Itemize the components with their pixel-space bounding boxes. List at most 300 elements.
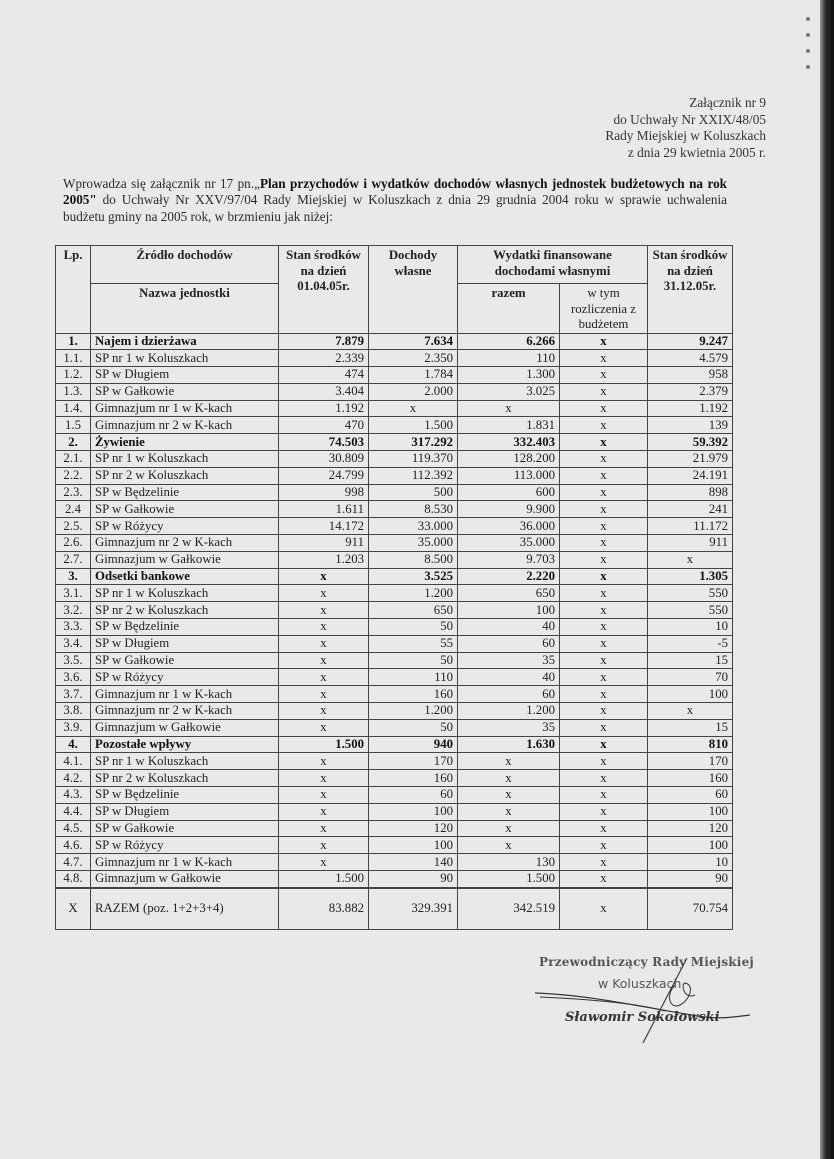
row-budget-settlement: x bbox=[560, 383, 648, 400]
row-expenses: x bbox=[458, 820, 560, 837]
row-unit-name: SP nr 1 w Koluszkach bbox=[91, 451, 279, 468]
row-budget-settlement: x bbox=[560, 434, 648, 451]
row-expenses: 110 bbox=[458, 350, 560, 367]
row-unit-name: SP w Gałkowie bbox=[91, 652, 279, 669]
row-lp: 1.3. bbox=[56, 383, 91, 400]
table-group-row bbox=[56, 568, 733, 585]
table-row bbox=[56, 501, 733, 518]
table-row bbox=[56, 585, 733, 602]
row-budget-settlement: x bbox=[560, 501, 648, 518]
row-end-balance: 70 bbox=[648, 669, 733, 686]
row-own-income: 500 bbox=[369, 484, 458, 501]
row-unit-name: SP nr 1 w Koluszkach bbox=[91, 753, 279, 770]
row-lp: 4.4. bbox=[56, 803, 91, 820]
row-own-income: 1.200 bbox=[369, 585, 458, 602]
signature-title: Przewodniczący Rady Miejskiej bbox=[539, 955, 754, 969]
row-unit-name: SP w Gałkowie bbox=[91, 501, 279, 518]
row-own-income: 3.525 bbox=[369, 568, 458, 585]
header-expenses-group: Wydatki finansowane dochodami własnymi bbox=[458, 246, 648, 284]
row-expenses: 2.220 bbox=[458, 568, 560, 585]
row-lp: 3.7. bbox=[56, 686, 91, 703]
table-row bbox=[56, 518, 733, 535]
row-end-balance: x bbox=[648, 551, 733, 568]
header-start-balance: Stan środków na dzień 01.04.05r. bbox=[279, 246, 369, 334]
handwritten-signature-icon bbox=[535, 955, 765, 1045]
row-expenses: 100 bbox=[458, 602, 560, 619]
row-end-balance: 10 bbox=[648, 619, 733, 636]
row-unit-name: Gimnazjum nr 2 w K-kach bbox=[91, 417, 279, 434]
intro-paragraph bbox=[63, 176, 727, 225]
header-own-income: Dochody własne bbox=[369, 246, 458, 334]
row-end-balance: 550 bbox=[648, 602, 733, 619]
row-expenses: 1.200 bbox=[458, 703, 560, 720]
row-expenses: 113.000 bbox=[458, 467, 560, 484]
row-own-income: 120 bbox=[369, 820, 458, 837]
row-end-balance: 15 bbox=[648, 719, 733, 736]
row-expenses: 650 bbox=[458, 585, 560, 602]
row-unit-name: SP w Różycy bbox=[91, 837, 279, 854]
row-end-balance: 10 bbox=[648, 854, 733, 871]
row-start-balance: 2.339 bbox=[279, 350, 369, 367]
row-own-income: 940 bbox=[369, 736, 458, 753]
row-lp: 3.3. bbox=[56, 619, 91, 636]
row-start-balance: 3.404 bbox=[279, 383, 369, 400]
attachment-header bbox=[506, 95, 766, 161]
row-end-balance: 100 bbox=[648, 837, 733, 854]
row-unit-name: SP nr 1 w Koluszkach bbox=[91, 585, 279, 602]
table-row bbox=[56, 753, 733, 770]
row-unit-name: SP w Będzelinie bbox=[91, 484, 279, 501]
table-row bbox=[56, 602, 733, 619]
row-own-income: 1.784 bbox=[369, 367, 458, 384]
row-start-balance: 474 bbox=[279, 367, 369, 384]
row-unit-name: SP nr 2 w Koluszkach bbox=[91, 770, 279, 787]
row-budget-settlement: x bbox=[560, 451, 648, 468]
council-name: Rady Miejskiej w Koluszkach bbox=[605, 128, 766, 143]
row-unit-name: Gimnazjum w Gałkowie bbox=[91, 551, 279, 568]
punch-hole-mark bbox=[806, 49, 810, 53]
row-own-income: 317.292 bbox=[369, 434, 458, 451]
row-lp: 3.5. bbox=[56, 652, 91, 669]
row-budget-settlement: x bbox=[560, 803, 648, 820]
row-budget-settlement: x bbox=[560, 417, 648, 434]
row-unit-name: Gimnazjum nr 1 w K-kach bbox=[91, 854, 279, 871]
total-end-balance: 70.754 bbox=[648, 888, 733, 930]
row-budget-settlement: x bbox=[560, 652, 648, 669]
row-own-income: 35.000 bbox=[369, 535, 458, 552]
row-end-balance: 911 bbox=[648, 535, 733, 552]
row-unit-name: Gimnazjum nr 1 w K-kach bbox=[91, 686, 279, 703]
row-lp: 2.5. bbox=[56, 518, 91, 535]
row-lp: 1.1. bbox=[56, 350, 91, 367]
table-row bbox=[56, 400, 733, 417]
row-unit-name: SP nr 1 w Koluszkach bbox=[91, 350, 279, 367]
row-start-balance: 24.799 bbox=[279, 467, 369, 484]
row-end-balance: 120 bbox=[648, 820, 733, 837]
total-budget-settlement: x bbox=[560, 888, 648, 930]
row-own-income: 100 bbox=[369, 837, 458, 854]
row-end-balance: 15 bbox=[648, 652, 733, 669]
row-budget-settlement: x bbox=[560, 400, 648, 417]
row-lp: 2.7. bbox=[56, 551, 91, 568]
row-lp: 3.6. bbox=[56, 669, 91, 686]
row-expenses: 6.266 bbox=[458, 333, 560, 350]
table-row bbox=[56, 417, 733, 434]
row-own-income: 50 bbox=[369, 652, 458, 669]
row-start-balance: x bbox=[279, 753, 369, 770]
table-row bbox=[56, 837, 733, 854]
row-budget-settlement: x bbox=[560, 787, 648, 804]
row-expenses: 60 bbox=[458, 635, 560, 652]
row-start-balance: 30.809 bbox=[279, 451, 369, 468]
row-expenses: x bbox=[458, 753, 560, 770]
intro-title-a: Plan przychodów i wydatków dochodów własnych jednostek budżetowych na bbox=[259, 176, 703, 191]
punch-hole-mark bbox=[806, 33, 810, 37]
row-lp: 3.8. bbox=[56, 703, 91, 720]
row-budget-settlement: x bbox=[560, 820, 648, 837]
row-unit-name: SP nr 2 w Koluszkach bbox=[91, 602, 279, 619]
signature-place: w Koluszkach bbox=[598, 976, 682, 991]
resolution-number: do Uchwały Nr XXIX/48/05 bbox=[613, 111, 766, 127]
row-start-balance: x bbox=[279, 787, 369, 804]
row-budget-settlement: x bbox=[560, 551, 648, 568]
row-expenses: 3.025 bbox=[458, 383, 560, 400]
row-end-balance: 1.305 bbox=[648, 568, 733, 585]
punch-hole-mark bbox=[806, 17, 810, 21]
scan-edge bbox=[820, 0, 834, 1159]
row-unit-name: SP w Będzelinie bbox=[91, 619, 279, 636]
header-expenses-total: razem bbox=[458, 284, 560, 334]
row-expenses: x bbox=[458, 837, 560, 854]
row-lp: 4.6. bbox=[56, 837, 91, 854]
row-lp: 1.4. bbox=[56, 400, 91, 417]
punch-hole-mark bbox=[806, 65, 810, 69]
row-lp: 4.8. bbox=[56, 871, 91, 888]
row-own-income: 140 bbox=[369, 854, 458, 871]
row-own-income: x bbox=[369, 400, 458, 417]
row-unit-name: SP w Gałkowie bbox=[91, 820, 279, 837]
row-own-income: 170 bbox=[369, 753, 458, 770]
row-unit-name: Gimnazjum nr 2 w K-kach bbox=[91, 535, 279, 552]
row-lp: 2.4 bbox=[56, 501, 91, 518]
table-row bbox=[56, 703, 733, 720]
intro-title-b: rok 2005" bbox=[63, 176, 728, 208]
total-lp: X bbox=[56, 888, 91, 930]
row-unit-name: SP w Gałkowie bbox=[91, 383, 279, 400]
row-expenses: 128.200 bbox=[458, 451, 560, 468]
row-expenses: x bbox=[458, 803, 560, 820]
row-own-income: 55 bbox=[369, 635, 458, 652]
table-row bbox=[56, 787, 733, 804]
row-budget-settlement: x bbox=[560, 333, 648, 350]
row-budget-settlement: x bbox=[560, 467, 648, 484]
row-end-balance: 24.191 bbox=[648, 467, 733, 484]
row-start-balance: 470 bbox=[279, 417, 369, 434]
table-row bbox=[56, 652, 733, 669]
header-expenses-budget: w tym rozliczenia z budżetem bbox=[560, 284, 648, 334]
row-end-balance: 160 bbox=[648, 770, 733, 787]
row-lp: 2.1. bbox=[56, 451, 91, 468]
row-unit-name: Żywienie bbox=[91, 434, 279, 451]
row-start-balance: x bbox=[279, 602, 369, 619]
row-own-income: 119.370 bbox=[369, 451, 458, 468]
row-end-balance: 59.392 bbox=[648, 434, 733, 451]
row-start-balance: x bbox=[279, 568, 369, 585]
row-budget-settlement: x bbox=[560, 837, 648, 854]
row-start-balance: 1.192 bbox=[279, 400, 369, 417]
row-expenses: 1.630 bbox=[458, 736, 560, 753]
table-row bbox=[56, 367, 733, 384]
row-budget-settlement: x bbox=[560, 535, 648, 552]
row-end-balance: -5 bbox=[648, 635, 733, 652]
row-start-balance: 14.172 bbox=[279, 518, 369, 535]
row-expenses: 35.000 bbox=[458, 535, 560, 552]
row-end-balance: 170 bbox=[648, 753, 733, 770]
attachment-number: Załącznik nr 9 bbox=[689, 95, 766, 110]
table-group-row bbox=[56, 434, 733, 451]
table-row bbox=[56, 451, 733, 468]
row-unit-name: Gimnazjum nr 1 w K-kach bbox=[91, 400, 279, 417]
row-lp: 4.1. bbox=[56, 753, 91, 770]
table-row bbox=[56, 871, 733, 888]
row-unit-name: Najem i dzierżawa bbox=[91, 333, 279, 350]
row-own-income: 650 bbox=[369, 602, 458, 619]
row-lp: 2.2. bbox=[56, 467, 91, 484]
row-own-income: 50 bbox=[369, 719, 458, 736]
total-row bbox=[56, 888, 733, 930]
row-own-income: 2.350 bbox=[369, 350, 458, 367]
row-lp: 3.4. bbox=[56, 635, 91, 652]
table-row bbox=[56, 635, 733, 652]
row-start-balance: 1.500 bbox=[279, 736, 369, 753]
signature-name: Sławomir Sokołowski bbox=[565, 1010, 720, 1025]
row-end-balance: 60 bbox=[648, 787, 733, 804]
row-expenses: 130 bbox=[458, 854, 560, 871]
row-start-balance: x bbox=[279, 770, 369, 787]
table-row bbox=[56, 770, 733, 787]
row-unit-name: Odsetki bankowe bbox=[91, 568, 279, 585]
row-end-balance: 21.979 bbox=[648, 451, 733, 468]
row-start-balance: 911 bbox=[279, 535, 369, 552]
row-own-income: 1.200 bbox=[369, 703, 458, 720]
row-expenses: 40 bbox=[458, 669, 560, 686]
row-budget-settlement: x bbox=[560, 568, 648, 585]
intro-prefix: Wprowadza się załącznik nr 17 pn.„ bbox=[63, 176, 260, 191]
row-unit-name: SP w Różycy bbox=[91, 669, 279, 686]
row-start-balance: x bbox=[279, 619, 369, 636]
row-lp: 3.9. bbox=[56, 719, 91, 736]
row-end-balance: 958 bbox=[648, 367, 733, 384]
row-expenses: 600 bbox=[458, 484, 560, 501]
table-body bbox=[56, 333, 733, 888]
row-expenses: x bbox=[458, 400, 560, 417]
header-lp: Lp. bbox=[56, 246, 91, 334]
table-row bbox=[56, 350, 733, 367]
row-own-income: 160 bbox=[369, 686, 458, 703]
row-lp: 2.6. bbox=[56, 535, 91, 552]
row-budget-settlement: x bbox=[560, 753, 648, 770]
row-start-balance: x bbox=[279, 652, 369, 669]
header-source: Źródło dochodów bbox=[91, 246, 279, 284]
row-budget-settlement: x bbox=[560, 367, 648, 384]
row-own-income: 2.000 bbox=[369, 383, 458, 400]
row-budget-settlement: x bbox=[560, 484, 648, 501]
row-start-balance: 998 bbox=[279, 484, 369, 501]
row-start-balance: x bbox=[279, 820, 369, 837]
row-start-balance: x bbox=[279, 854, 369, 871]
table-row bbox=[56, 854, 733, 871]
row-unit-name: SP w Długiem bbox=[91, 367, 279, 384]
row-start-balance: x bbox=[279, 686, 369, 703]
row-expenses: 332.403 bbox=[458, 434, 560, 451]
table-row bbox=[56, 719, 733, 736]
row-expenses: 60 bbox=[458, 686, 560, 703]
row-own-income: 50 bbox=[369, 619, 458, 636]
row-own-income: 8.530 bbox=[369, 501, 458, 518]
table-group-row bbox=[56, 736, 733, 753]
row-expenses: 35 bbox=[458, 719, 560, 736]
row-unit-name: Gimnazjum nr 2 w K-kach bbox=[91, 703, 279, 720]
row-end-balance: 2.379 bbox=[648, 383, 733, 400]
row-budget-settlement: x bbox=[560, 635, 648, 652]
row-end-balance: 139 bbox=[648, 417, 733, 434]
table-row bbox=[56, 484, 733, 501]
row-lp: 4.3. bbox=[56, 787, 91, 804]
row-lp: 2.3. bbox=[56, 484, 91, 501]
row-unit-name: SP w Długiem bbox=[91, 635, 279, 652]
row-start-balance: x bbox=[279, 803, 369, 820]
row-start-balance: 1.500 bbox=[279, 871, 369, 888]
row-expenses: 35 bbox=[458, 652, 560, 669]
table-row bbox=[56, 619, 733, 636]
row-start-balance: x bbox=[279, 635, 369, 652]
row-expenses: 1.300 bbox=[458, 367, 560, 384]
row-start-balance: x bbox=[279, 585, 369, 602]
row-budget-settlement: x bbox=[560, 686, 648, 703]
table-row bbox=[56, 820, 733, 837]
table-row bbox=[56, 467, 733, 484]
header-unit-name: Nazwa jednostki bbox=[91, 284, 279, 334]
row-end-balance: 90 bbox=[648, 871, 733, 888]
row-end-balance: x bbox=[648, 703, 733, 720]
row-own-income: 110 bbox=[369, 669, 458, 686]
row-start-balance: x bbox=[279, 719, 369, 736]
row-lp: 4.7. bbox=[56, 854, 91, 871]
total-own-income: 329.391 bbox=[369, 888, 458, 930]
table-row bbox=[56, 803, 733, 820]
row-lp: 3. bbox=[56, 568, 91, 585]
row-unit-name: Gimnazjum w Gałkowie bbox=[91, 719, 279, 736]
row-end-balance: 898 bbox=[648, 484, 733, 501]
row-start-balance: 1.203 bbox=[279, 551, 369, 568]
table-row bbox=[56, 686, 733, 703]
row-lp: 3.2. bbox=[56, 602, 91, 619]
row-budget-settlement: x bbox=[560, 518, 648, 535]
row-budget-settlement: x bbox=[560, 669, 648, 686]
table-row bbox=[56, 535, 733, 552]
total-label: RAZEM (poz. 1+2+3+4) bbox=[91, 888, 279, 930]
total-start-balance: 83.882 bbox=[279, 888, 369, 930]
row-start-balance: x bbox=[279, 837, 369, 854]
table-row bbox=[56, 669, 733, 686]
row-start-balance: 74.503 bbox=[279, 434, 369, 451]
row-end-balance: 1.192 bbox=[648, 400, 733, 417]
intro-suffix: do Uchwały Nr XXV/97/04 Rady Miejskiej w Koluszkach z dnia 29 grudnia 2004 roku w sprawie uchwalenia budżetu gminy na 2005 rok, w brzmieniu jak niżej: bbox=[63, 192, 727, 224]
signature-stamp bbox=[535, 955, 765, 1035]
row-unit-name: SP w Długiem bbox=[91, 803, 279, 820]
row-unit-name: SP w Będzelinie bbox=[91, 787, 279, 804]
row-budget-settlement: x bbox=[560, 350, 648, 367]
row-expenses: 9.900 bbox=[458, 501, 560, 518]
row-budget-settlement: x bbox=[560, 770, 648, 787]
row-budget-settlement: x bbox=[560, 871, 648, 888]
row-lp: 4.5. bbox=[56, 820, 91, 837]
row-expenses: x bbox=[458, 770, 560, 787]
table-row bbox=[56, 383, 733, 400]
row-expenses: 1.831 bbox=[458, 417, 560, 434]
row-budget-settlement: x bbox=[560, 619, 648, 636]
row-own-income: 33.000 bbox=[369, 518, 458, 535]
row-start-balance: x bbox=[279, 703, 369, 720]
total-expenses: 342.519 bbox=[458, 888, 560, 930]
row-end-balance: 9.247 bbox=[648, 333, 733, 350]
table-group-row bbox=[56, 333, 733, 350]
row-unit-name: Pozostałe wpływy bbox=[91, 736, 279, 753]
row-lp: 4. bbox=[56, 736, 91, 753]
row-end-balance: 810 bbox=[648, 736, 733, 753]
row-budget-settlement: x bbox=[560, 585, 648, 602]
resolution-date: z dnia 29 kwietnia 2005 r. bbox=[627, 144, 766, 160]
row-start-balance: 1.611 bbox=[279, 501, 369, 518]
row-expenses: 36.000 bbox=[458, 518, 560, 535]
row-own-income: 60 bbox=[369, 787, 458, 804]
row-lp: 4.2. bbox=[56, 770, 91, 787]
row-lp: 1.2. bbox=[56, 367, 91, 384]
row-unit-name: SP nr 2 w Koluszkach bbox=[91, 467, 279, 484]
row-own-income: 90 bbox=[369, 871, 458, 888]
row-start-balance: x bbox=[279, 669, 369, 686]
row-lp: 3.1. bbox=[56, 585, 91, 602]
budget-table bbox=[55, 245, 733, 930]
row-expenses: 40 bbox=[458, 619, 560, 636]
row-lp: 1.5 bbox=[56, 417, 91, 434]
row-own-income: 112.392 bbox=[369, 467, 458, 484]
table-row bbox=[56, 551, 733, 568]
row-expenses: 9.703 bbox=[458, 551, 560, 568]
row-end-balance: 241 bbox=[648, 501, 733, 518]
row-budget-settlement: x bbox=[560, 854, 648, 871]
row-end-balance: 11.172 bbox=[648, 518, 733, 535]
row-own-income: 100 bbox=[369, 803, 458, 820]
row-own-income: 7.634 bbox=[369, 333, 458, 350]
row-unit-name: SP w Różycy bbox=[91, 518, 279, 535]
row-own-income: 8.500 bbox=[369, 551, 458, 568]
row-budget-settlement: x bbox=[560, 602, 648, 619]
row-budget-settlement: x bbox=[560, 736, 648, 753]
row-start-balance: 7.879 bbox=[279, 333, 369, 350]
row-end-balance: 100 bbox=[648, 686, 733, 703]
table-header bbox=[56, 246, 733, 334]
header-end-balance: Stan środków na dzień 31.12.05r. bbox=[648, 246, 733, 334]
row-own-income: 1.500 bbox=[369, 417, 458, 434]
row-expenses: 1.500 bbox=[458, 871, 560, 888]
row-lp: 2. bbox=[56, 434, 91, 451]
row-end-balance: 100 bbox=[648, 803, 733, 820]
row-own-income: 160 bbox=[369, 770, 458, 787]
row-end-balance: 550 bbox=[648, 585, 733, 602]
row-unit-name: Gimnazjum w Gałkowie bbox=[91, 871, 279, 888]
row-end-balance: 4.579 bbox=[648, 350, 733, 367]
